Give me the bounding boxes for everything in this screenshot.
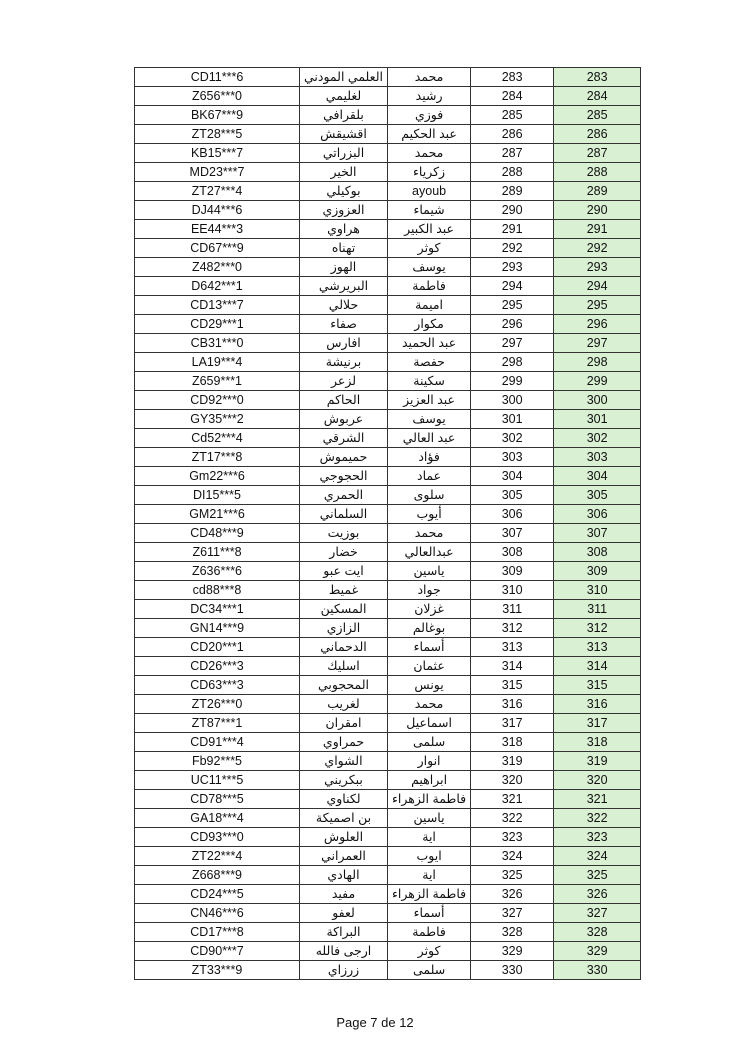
last-name-cell: ببكريني [300, 771, 388, 790]
table-row [135, 885, 641, 904]
first-name-cell: عماد [388, 467, 471, 486]
number-cell: 323 [471, 828, 554, 847]
number-cell: 300 [471, 391, 554, 410]
id-cell: EE44***3 [135, 220, 300, 239]
id-cell: ZT33***9 [135, 961, 300, 980]
table-row [135, 296, 641, 315]
rank-cell: 291 [554, 220, 641, 239]
number-cell: 308 [471, 543, 554, 562]
id-cell: CN46***6 [135, 904, 300, 923]
table-row [135, 809, 641, 828]
table-row [135, 828, 641, 847]
table-row [135, 790, 641, 809]
table-row [135, 505, 641, 524]
page-footer: Page 7 de 12 [336, 1015, 414, 1030]
rank-cell: 292 [554, 239, 641, 258]
rank-cell: 303 [554, 448, 641, 467]
first-name-cell: سلوى [388, 486, 471, 505]
last-name-cell: الشرقي [300, 429, 388, 448]
table-row [135, 733, 641, 752]
last-name-cell: مفيد [300, 885, 388, 904]
number-cell: 304 [471, 467, 554, 486]
last-name-cell: لكناوي [300, 790, 388, 809]
last-name-cell: السلماني [300, 505, 388, 524]
rank-cell: 321 [554, 790, 641, 809]
first-name-cell: اميمة [388, 296, 471, 315]
rank-cell: 323 [554, 828, 641, 847]
number-cell: 321 [471, 790, 554, 809]
table-row [135, 771, 641, 790]
last-name-cell: زرزاي [300, 961, 388, 980]
id-cell: Z659***1 [135, 372, 300, 391]
rank-cell: 325 [554, 866, 641, 885]
table-row [135, 182, 641, 201]
number-cell: 303 [471, 448, 554, 467]
last-name-cell: خضار [300, 543, 388, 562]
id-cell: Z656***0 [135, 87, 300, 106]
table-row [135, 657, 641, 676]
last-name-cell: الحمري [300, 486, 388, 505]
id-cell: CD20***1 [135, 638, 300, 657]
table-row [135, 942, 641, 961]
last-name-cell: ارجى فالله [300, 942, 388, 961]
first-name-cell: كوثر [388, 942, 471, 961]
number-cell: 285 [471, 106, 554, 125]
first-name-cell: ابراهيم [388, 771, 471, 790]
last-name-cell: لزعر [300, 372, 388, 391]
last-name-cell: لعفو [300, 904, 388, 923]
first-name-cell: يوسف [388, 410, 471, 429]
number-cell: 289 [471, 182, 554, 201]
id-cell: UC11***5 [135, 771, 300, 790]
rank-cell: 302 [554, 429, 641, 448]
number-cell: 329 [471, 942, 554, 961]
id-cell: ZT22***4 [135, 847, 300, 866]
table-row [135, 201, 641, 220]
table-row [135, 714, 641, 733]
table-row [135, 239, 641, 258]
last-name-cell: البزراتي [300, 144, 388, 163]
rank-cell: 312 [554, 619, 641, 638]
number-cell: 284 [471, 87, 554, 106]
rank-cell: 317 [554, 714, 641, 733]
rank-cell: 308 [554, 543, 641, 562]
number-cell: 306 [471, 505, 554, 524]
last-name-cell: عربوش [300, 410, 388, 429]
first-name-cell: اية [388, 866, 471, 885]
first-name-cell: سكينة [388, 372, 471, 391]
number-cell: 310 [471, 581, 554, 600]
id-cell: CD67***9 [135, 239, 300, 258]
table-row [135, 923, 641, 942]
table-row [135, 334, 641, 353]
number-cell: 305 [471, 486, 554, 505]
id-cell: CD26***3 [135, 657, 300, 676]
table-row [135, 619, 641, 638]
table-row [135, 486, 641, 505]
last-name-cell: الدحماني [300, 638, 388, 657]
rank-cell: 305 [554, 486, 641, 505]
number-cell: 292 [471, 239, 554, 258]
table-row [135, 866, 641, 885]
last-name-cell: البريرشي [300, 277, 388, 296]
id-cell: GA18***4 [135, 809, 300, 828]
first-name-cell: عثمان [388, 657, 471, 676]
table-row [135, 904, 641, 923]
number-cell: 294 [471, 277, 554, 296]
rank-cell: 328 [554, 923, 641, 942]
number-cell: 314 [471, 657, 554, 676]
first-name-cell: عبد الحكيم [388, 125, 471, 144]
first-name-cell: فوزي [388, 106, 471, 125]
id-cell: CB31***0 [135, 334, 300, 353]
last-name-cell: الخير [300, 163, 388, 182]
last-name-cell: بوكيلي [300, 182, 388, 201]
first-name-cell: ayoub [388, 182, 471, 201]
number-cell: 315 [471, 676, 554, 695]
rank-cell: 324 [554, 847, 641, 866]
table-row [135, 144, 641, 163]
rank-cell: 326 [554, 885, 641, 904]
rank-cell: 315 [554, 676, 641, 695]
first-name-cell: ياسين [388, 809, 471, 828]
first-name-cell: غزلان [388, 600, 471, 619]
first-name-cell: عبد العزيز [388, 391, 471, 410]
rank-cell: 310 [554, 581, 641, 600]
first-name-cell: عبد الحميد [388, 334, 471, 353]
first-name-cell: شيماء [388, 201, 471, 220]
first-name-cell: جواد [388, 581, 471, 600]
last-name-cell: ايت عبو [300, 562, 388, 581]
table-row [135, 847, 641, 866]
table-row [135, 429, 641, 448]
table-row [135, 106, 641, 125]
id-cell: CD92***0 [135, 391, 300, 410]
rank-cell: 289 [554, 182, 641, 201]
last-name-cell: الحاكم [300, 391, 388, 410]
table-row [135, 638, 641, 657]
first-name-cell: أيوب [388, 505, 471, 524]
id-cell: Gm22***6 [135, 467, 300, 486]
last-name-cell: صفاء [300, 315, 388, 334]
rank-cell: 298 [554, 353, 641, 372]
rank-cell: 299 [554, 372, 641, 391]
id-cell: Fb92***5 [135, 752, 300, 771]
rank-cell: 313 [554, 638, 641, 657]
rank-cell: 318 [554, 733, 641, 752]
number-cell: 324 [471, 847, 554, 866]
table-row [135, 315, 641, 334]
id-cell: DC34***1 [135, 600, 300, 619]
id-cell: LA19***4 [135, 353, 300, 372]
rank-cell: 296 [554, 315, 641, 334]
id-cell: Z482***0 [135, 258, 300, 277]
id-cell: MD23***7 [135, 163, 300, 182]
rank-cell: 294 [554, 277, 641, 296]
first-name-cell: أسماء [388, 904, 471, 923]
id-cell: GY35***2 [135, 410, 300, 429]
id-cell: CD13***7 [135, 296, 300, 315]
first-name-cell: فاطمة الزهراء [388, 885, 471, 904]
table-row [135, 562, 641, 581]
number-cell: 283 [471, 68, 554, 87]
last-name-cell: العمراني [300, 847, 388, 866]
id-cell: D642***1 [135, 277, 300, 296]
number-cell: 295 [471, 296, 554, 315]
first-name-cell: رشيد [388, 87, 471, 106]
first-name-cell: فؤاد [388, 448, 471, 467]
last-name-cell: افارس [300, 334, 388, 353]
id-cell: BK67***9 [135, 106, 300, 125]
id-cell: ZT26***0 [135, 695, 300, 714]
id-cell: CD91***4 [135, 733, 300, 752]
id-cell: KB15***7 [135, 144, 300, 163]
table-row [135, 676, 641, 695]
first-name-cell: يونس [388, 676, 471, 695]
last-name-cell: لغليمي [300, 87, 388, 106]
id-cell: DI15***5 [135, 486, 300, 505]
table-row [135, 68, 641, 87]
last-name-cell: هراوي [300, 220, 388, 239]
number-cell: 296 [471, 315, 554, 334]
id-cell: CD48***9 [135, 524, 300, 543]
table-row [135, 87, 641, 106]
rank-cell: 300 [554, 391, 641, 410]
id-cell: cd88***8 [135, 581, 300, 600]
id-cell: Z611***8 [135, 543, 300, 562]
first-name-cell: بوغالم [388, 619, 471, 638]
last-name-cell: لغريب [300, 695, 388, 714]
last-name-cell: برنيشة [300, 353, 388, 372]
last-name-cell: الشواي [300, 752, 388, 771]
table-row [135, 961, 641, 980]
rank-cell: 287 [554, 144, 641, 163]
table-row [135, 600, 641, 619]
table-body [135, 68, 641, 980]
last-name-cell: العزوزي [300, 201, 388, 220]
id-cell: CD24***5 [135, 885, 300, 904]
table-row [135, 372, 641, 391]
last-name-cell: تهناه [300, 239, 388, 258]
number-cell: 312 [471, 619, 554, 638]
first-name-cell: مكوار [388, 315, 471, 334]
last-name-cell: المحجوبي [300, 676, 388, 695]
table-row [135, 448, 641, 467]
first-name-cell: عبد الكبير [388, 220, 471, 239]
id-cell: CD17***8 [135, 923, 300, 942]
number-cell: 327 [471, 904, 554, 923]
id-cell: CD93***0 [135, 828, 300, 847]
table-row [135, 543, 641, 562]
rank-cell: 286 [554, 125, 641, 144]
last-name-cell: البراكة [300, 923, 388, 942]
last-name-cell: امقران [300, 714, 388, 733]
table-row [135, 467, 641, 486]
id-cell: DJ44***6 [135, 201, 300, 220]
rank-cell: 330 [554, 961, 641, 980]
number-cell: 287 [471, 144, 554, 163]
table-row [135, 277, 641, 296]
number-cell: 286 [471, 125, 554, 144]
number-cell: 320 [471, 771, 554, 790]
rank-cell: 311 [554, 600, 641, 619]
id-cell: CD29***1 [135, 315, 300, 334]
first-name-cell: فاطمة [388, 923, 471, 942]
rank-cell: 301 [554, 410, 641, 429]
first-name-cell: سلمى [388, 733, 471, 752]
table-row [135, 391, 641, 410]
id-cell: CD63***3 [135, 676, 300, 695]
number-cell: 326 [471, 885, 554, 904]
rank-cell: 297 [554, 334, 641, 353]
rank-cell: 295 [554, 296, 641, 315]
last-name-cell: اقشيقش [300, 125, 388, 144]
rank-cell: 322 [554, 809, 641, 828]
id-cell: GN14***9 [135, 619, 300, 638]
number-cell: 302 [471, 429, 554, 448]
first-name-cell: اية [388, 828, 471, 847]
rank-cell: 329 [554, 942, 641, 961]
rank-cell: 288 [554, 163, 641, 182]
number-cell: 319 [471, 752, 554, 771]
table-row [135, 125, 641, 144]
first-name-cell: سلمى [388, 961, 471, 980]
number-cell: 293 [471, 258, 554, 277]
rank-cell: 283 [554, 68, 641, 87]
number-cell: 318 [471, 733, 554, 752]
table-row [135, 524, 641, 543]
number-cell: 291 [471, 220, 554, 239]
table-row [135, 353, 641, 372]
table-row [135, 752, 641, 771]
id-cell: ZT87***1 [135, 714, 300, 733]
last-name-cell: اسليك [300, 657, 388, 676]
id-cell: GM21***6 [135, 505, 300, 524]
rank-cell: 306 [554, 505, 641, 524]
number-cell: 288 [471, 163, 554, 182]
rank-cell: 284 [554, 87, 641, 106]
last-name-cell: المسكين [300, 600, 388, 619]
rank-cell: 319 [554, 752, 641, 771]
number-cell: 307 [471, 524, 554, 543]
last-name-cell: الزازي [300, 619, 388, 638]
number-cell: 322 [471, 809, 554, 828]
id-cell: CD90***7 [135, 942, 300, 961]
first-name-cell: يوسف [388, 258, 471, 277]
rank-cell: 320 [554, 771, 641, 790]
rank-cell: 316 [554, 695, 641, 714]
first-name-cell: فاطمة [388, 277, 471, 296]
number-cell: 330 [471, 961, 554, 980]
number-cell: 317 [471, 714, 554, 733]
id-cell: ZT28***5 [135, 125, 300, 144]
last-name-cell: العلمي المودني [300, 68, 388, 87]
number-cell: 290 [471, 201, 554, 220]
first-name-cell: عبدالعالي [388, 543, 471, 562]
last-name-cell: بلقرافي [300, 106, 388, 125]
first-name-cell: عبد العالي [388, 429, 471, 448]
id-cell: CD78***5 [135, 790, 300, 809]
first-name-cell: ايوب [388, 847, 471, 866]
first-name-cell: محمد [388, 144, 471, 163]
number-cell: 299 [471, 372, 554, 391]
last-name-cell: حميموش [300, 448, 388, 467]
rank-cell: 293 [554, 258, 641, 277]
id-cell: CD11***6 [135, 68, 300, 87]
id-cell: ZT27***4 [135, 182, 300, 201]
results-table [134, 67, 641, 980]
first-name-cell: حفصة [388, 353, 471, 372]
last-name-cell: حلالي [300, 296, 388, 315]
number-cell: 311 [471, 600, 554, 619]
id-cell: Z668***9 [135, 866, 300, 885]
id-cell: Cd52***4 [135, 429, 300, 448]
first-name-cell: انوار [388, 752, 471, 771]
last-name-cell: الهادي [300, 866, 388, 885]
number-cell: 301 [471, 410, 554, 429]
first-name-cell: محمد [388, 695, 471, 714]
last-name-cell: غميط [300, 581, 388, 600]
last-name-cell: حمراوي [300, 733, 388, 752]
table-row [135, 695, 641, 714]
first-name-cell: محمد [388, 68, 471, 87]
id-cell: ZT17***8 [135, 448, 300, 467]
rank-cell: 309 [554, 562, 641, 581]
first-name-cell: محمد [388, 524, 471, 543]
last-name-cell: بوزيت [300, 524, 388, 543]
table-row [135, 258, 641, 277]
id-cell: Z636***6 [135, 562, 300, 581]
last-name-cell: الحجوجي [300, 467, 388, 486]
table-row [135, 220, 641, 239]
first-name-cell: كوثر [388, 239, 471, 258]
number-cell: 309 [471, 562, 554, 581]
first-name-cell: فاطمة الزهراء [388, 790, 471, 809]
first-name-cell: اسماعيل [388, 714, 471, 733]
last-name-cell: الهوز [300, 258, 388, 277]
number-cell: 325 [471, 866, 554, 885]
number-cell: 328 [471, 923, 554, 942]
rank-cell: 304 [554, 467, 641, 486]
table-row [135, 163, 641, 182]
table-row [135, 581, 641, 600]
number-cell: 297 [471, 334, 554, 353]
number-cell: 316 [471, 695, 554, 714]
number-cell: 313 [471, 638, 554, 657]
first-name-cell: زكرياء [388, 163, 471, 182]
first-name-cell: ياسين [388, 562, 471, 581]
last-name-cell: بن اصميكة [300, 809, 388, 828]
rank-cell: 314 [554, 657, 641, 676]
first-name-cell: أسماء [388, 638, 471, 657]
rank-cell: 285 [554, 106, 641, 125]
rank-cell: 307 [554, 524, 641, 543]
table-row [135, 410, 641, 429]
number-cell: 298 [471, 353, 554, 372]
rank-cell: 290 [554, 201, 641, 220]
rank-cell: 327 [554, 904, 641, 923]
last-name-cell: العلوش [300, 828, 388, 847]
